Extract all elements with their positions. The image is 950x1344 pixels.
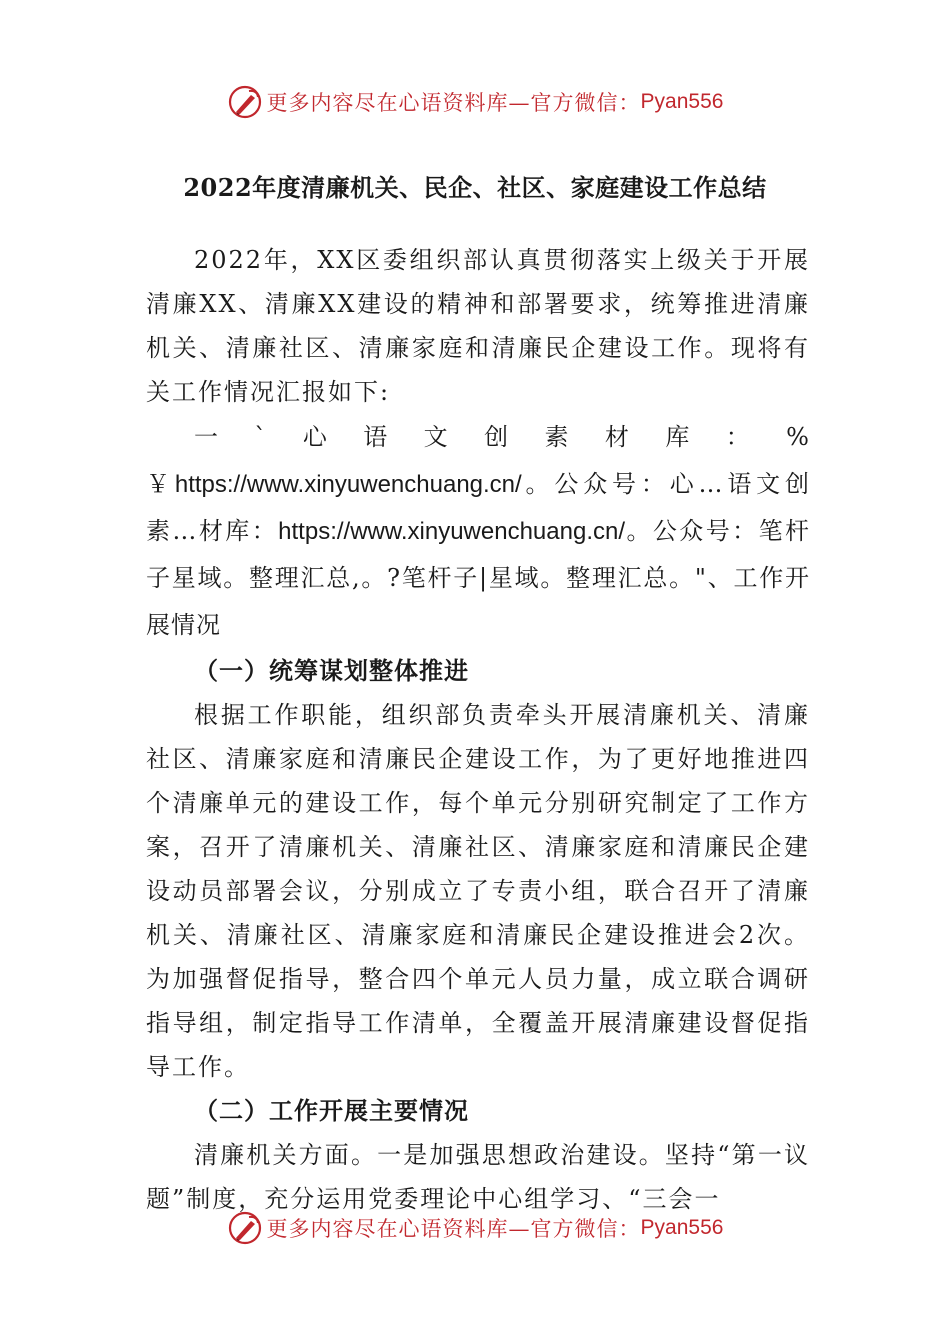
pen-logo-icon <box>227 84 263 120</box>
mixed-text-3: 。公众号：笔杆子星域。整理汇总,。?笔杆子|星域。整理汇总。"、工作开展情况 <box>146 517 811 639</box>
mixed-text-1: 一`心语文创素材库：%￥ <box>146 423 810 498</box>
url-link-2[interactable]: https://www.xinyuwenchuang.cn/ <box>278 518 626 545</box>
document-title: 2022年度清廉机关、民企、社区、家庭建设工作总结 <box>183 173 767 202</box>
section2-heading: （二）工作开展主要情况 <box>194 1096 469 1125</box>
watermark-wechat-id: Pyan556 <box>640 1216 724 1239</box>
mixed-watermark-paragraph <box>146 414 810 649</box>
intro-paragraph: 2022年，XX区委组织部认真贯彻落实上级关于开展清廉XX、清廉XX建设的精神和部署要求，统筹推进清廉机关、清廉社区、清廉家庭和清廉民企建设工作。现将有关工作情况汇报如下: <box>146 246 810 406</box>
mixed-text-2: 。公众号：心…语文创素…材库： <box>146 470 811 545</box>
section1-heading: （一）统筹谋划整体推进 <box>194 656 469 685</box>
watermark-banner-top <box>0 80 950 124</box>
watermark-banner-bottom <box>0 1206 950 1250</box>
watermark-text: 更多内容尽在心语资料库—官方微信： <box>266 1217 641 1241</box>
section2-paragraph: 清廉机关方面。一是加强思想政治建设。坚持“第一议题”制度，充分运用党委理论中心组学习、“三会一 <box>146 1141 810 1213</box>
document-body <box>146 238 810 1221</box>
pen-logo-icon <box>227 1210 263 1246</box>
url-link-1[interactable]: https://www.xinyuwenchuang.cn/ <box>174 471 522 498</box>
watermark-text: 更多内容尽在心语资料库—官方微信： <box>266 91 641 115</box>
section1-paragraph: 根据工作职能，组织部负责牵头开展清廉机关、清廉社区、清廉家庭和清廉民企建设工作，为了更好地推进四个清廉单元的建设工作，每个单元分别研究制定了工作方案，召开了清廉机关、清廉社区、清廉家庭和清廉民企建设动员部署会议，分别成立了专责小组，联合召开了清廉机关、清廉社区、清廉家庭和清廉民企建设推进会2次。为加强督促指导，整合四个单元人员力量，成立联合调研指导组，制定指导工作清单，全覆盖开展清廉建设督促指导工作。 <box>146 701 810 1081</box>
watermark-wechat-id: Pyan556 <box>640 90 724 113</box>
